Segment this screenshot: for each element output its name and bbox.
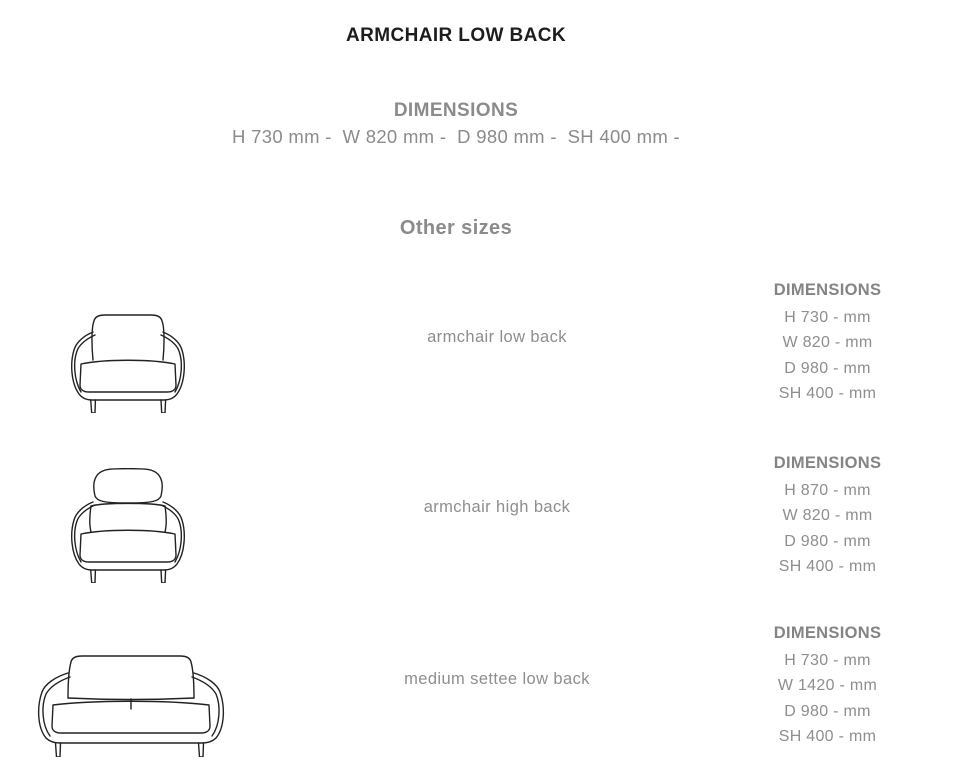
dims-block-armchair-high-back <box>737 454 918 580</box>
dim-seat-height: SH 400 - mm <box>778 385 877 403</box>
medium-settee-low-back-line-drawing <box>35 653 227 757</box>
armchair-low-back-icon <box>70 313 186 413</box>
dim-seat-height: SH 400 - mm <box>778 728 877 746</box>
row-label-armchair-high-back: armchair high back <box>423 498 571 516</box>
dim-height: H 870 - mm <box>784 482 871 499</box>
dim-width: W 820 - mm <box>782 507 873 525</box>
armchair-high-back-line-drawing <box>69 468 187 583</box>
dims-heading: DIMENSIONS <box>773 281 882 299</box>
row-label-armchair-low-back: armchair low back <box>427 328 567 346</box>
dim-width: W 820 - mm <box>782 334 873 352</box>
dims-block-medium-settee <box>737 624 918 750</box>
medium-settee-icon <box>35 653 227 757</box>
dims-block-armchair-low-back <box>737 281 918 407</box>
dim-width: W 1420 - mm <box>777 677 878 695</box>
main-dimensions-line: H 730 mm - W 820 mm - D 980 mm - SH 400 mm - <box>232 126 680 147</box>
row-label-medium-settee-low-back: medium settee low back <box>404 670 590 688</box>
page-title: ARMCHAIR LOW BACK <box>346 25 566 46</box>
armchair-low-back-line-drawing <box>70 313 186 413</box>
dim-height: H 730 - mm <box>784 652 871 669</box>
dim-depth: D 980 - mm <box>784 532 871 550</box>
dim-height: H 730 - mm <box>784 309 871 326</box>
dims-heading: DIMENSIONS <box>773 624 882 642</box>
other-sizes-heading: Other sizes <box>399 217 513 239</box>
dims-heading: DIMENSIONS <box>773 454 882 472</box>
dim-seat-height: SH 400 - mm <box>778 558 877 576</box>
dim-depth: D 980 - mm <box>784 359 871 377</box>
main-dimensions-heading: DIMENSIONS <box>393 100 519 121</box>
armchair-high-back-icon <box>69 468 187 583</box>
dim-depth: D 980 - mm <box>784 702 871 720</box>
